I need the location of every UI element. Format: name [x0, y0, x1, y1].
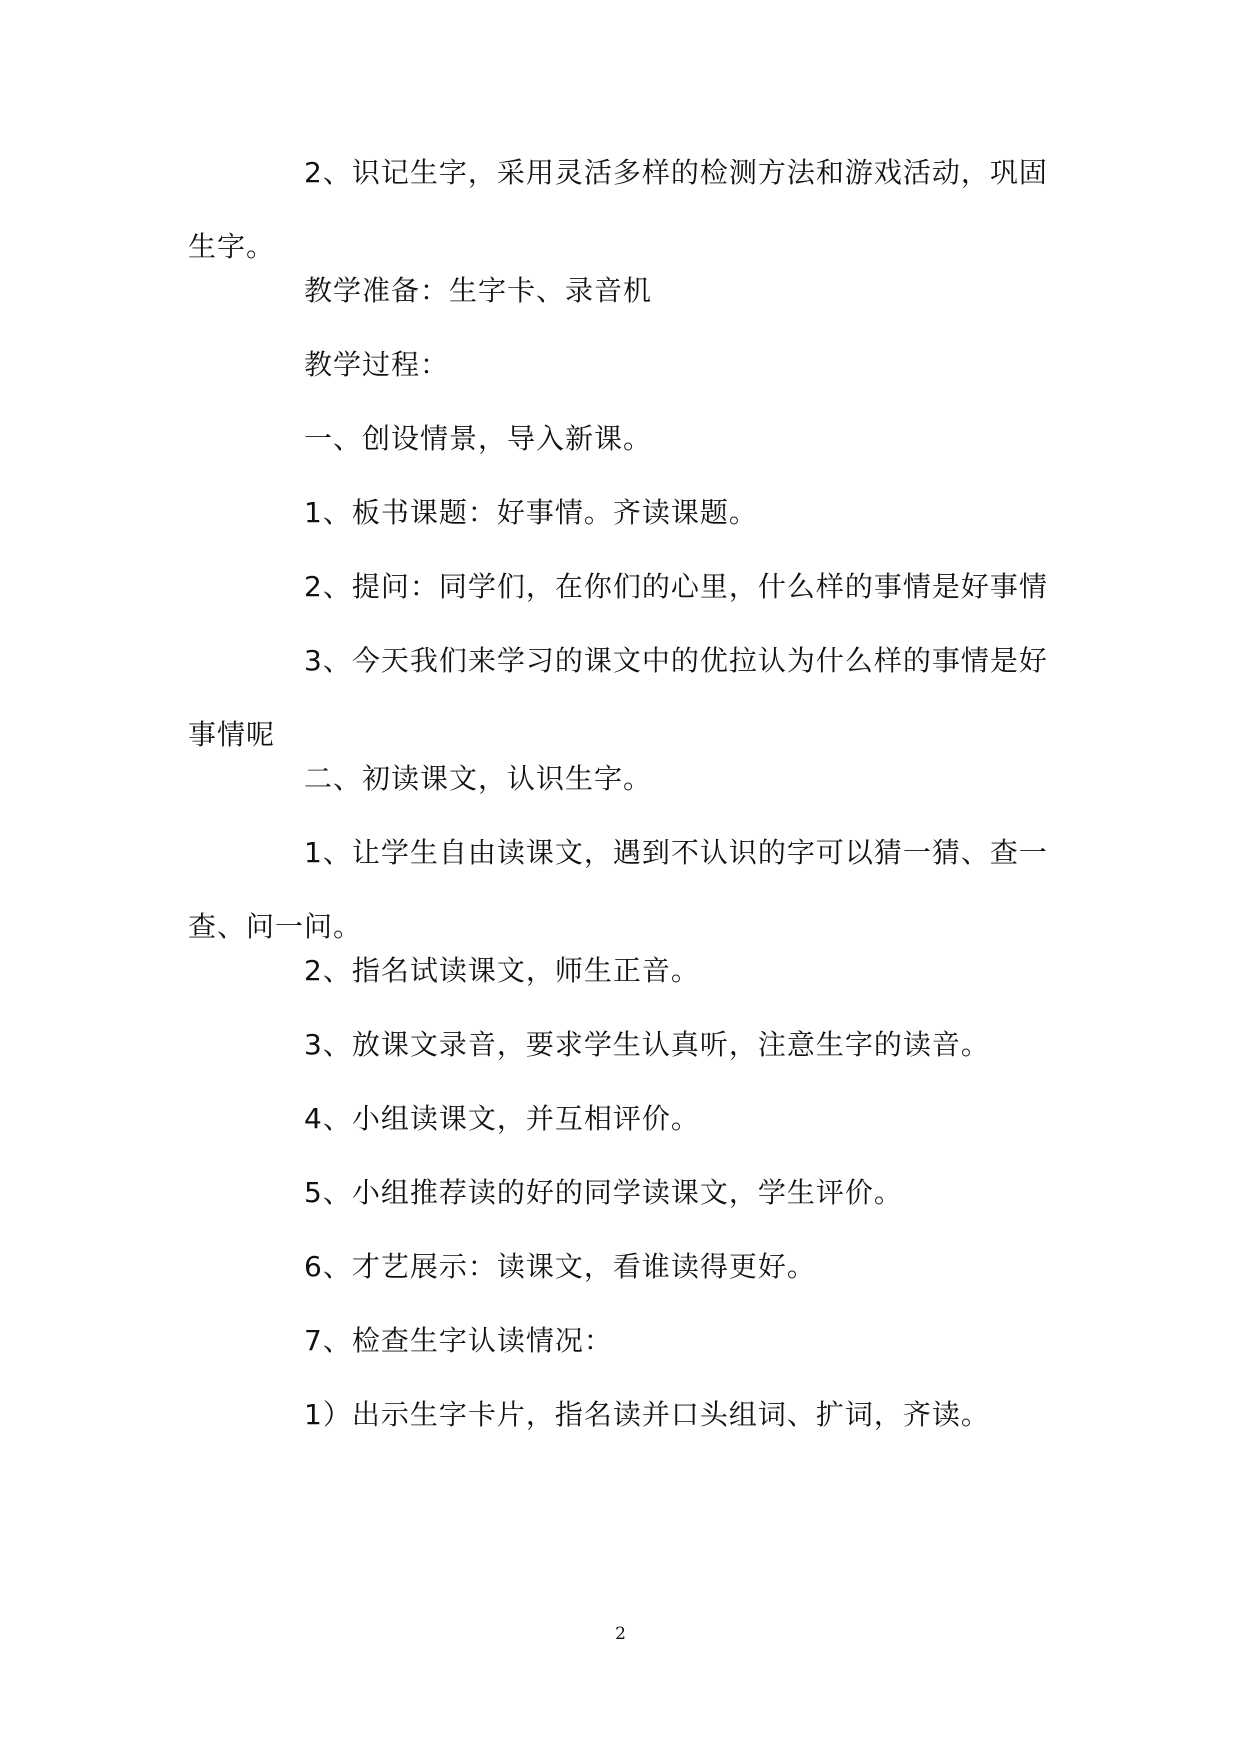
paragraph-section-2-heading: 二、初读课文，认识生字。: [304, 762, 653, 795]
paragraph-teaching-preparation: 教学准备：生字卡、录音机: [304, 274, 653, 307]
paragraph-step-2-3: 3、放课文录音，要求学生认真听，注意生字的读音。: [304, 1028, 990, 1061]
paragraph-step-2-5: 5、小组推荐读的好的同学读课文，学生评价。: [304, 1176, 903, 1209]
paragraph-step-2-7: 7、检查生字认读情况：: [304, 1324, 613, 1357]
paragraph-teaching-process: 教学过程：: [304, 348, 450, 381]
page-number: 2: [615, 1624, 626, 1644]
paragraph-step-1-1: 1、板书课题：好事情。齐读课题。: [304, 496, 758, 529]
paragraph-step-2-4: 4、小组读课文，并互相评价。: [304, 1102, 700, 1135]
paragraph-section-1-heading: 一、创设情景，导入新课。: [304, 422, 653, 455]
paragraph-step-2-6: 6、才艺展示：读课文，看谁读得更好。: [304, 1250, 816, 1283]
paragraph-step-2-7-1: 1）出示生字卡片，指名读并口头组词、扩词，齐读。: [304, 1398, 990, 1431]
paragraph-step-2-1: 1、让学生自由读课文，遇到不认识的字可以猜一猜、查一查、问一问。: [188, 836, 1048, 943]
paragraph-step-1-2: 2、提问：同学们，在你们的心里，什么样的事情是好事情: [304, 570, 1048, 603]
paragraph-objective-2: 2、识记生字，采用灵活多样的检测方法和游戏活动，巩固生字。: [188, 156, 1048, 263]
paragraph-step-1-3: 3、今天我们来学习的课文中的优拉认为什么样的事情是好事情呢: [188, 644, 1048, 751]
paragraph-step-2-2: 2、指名试读课文，师生正音。: [304, 954, 700, 987]
